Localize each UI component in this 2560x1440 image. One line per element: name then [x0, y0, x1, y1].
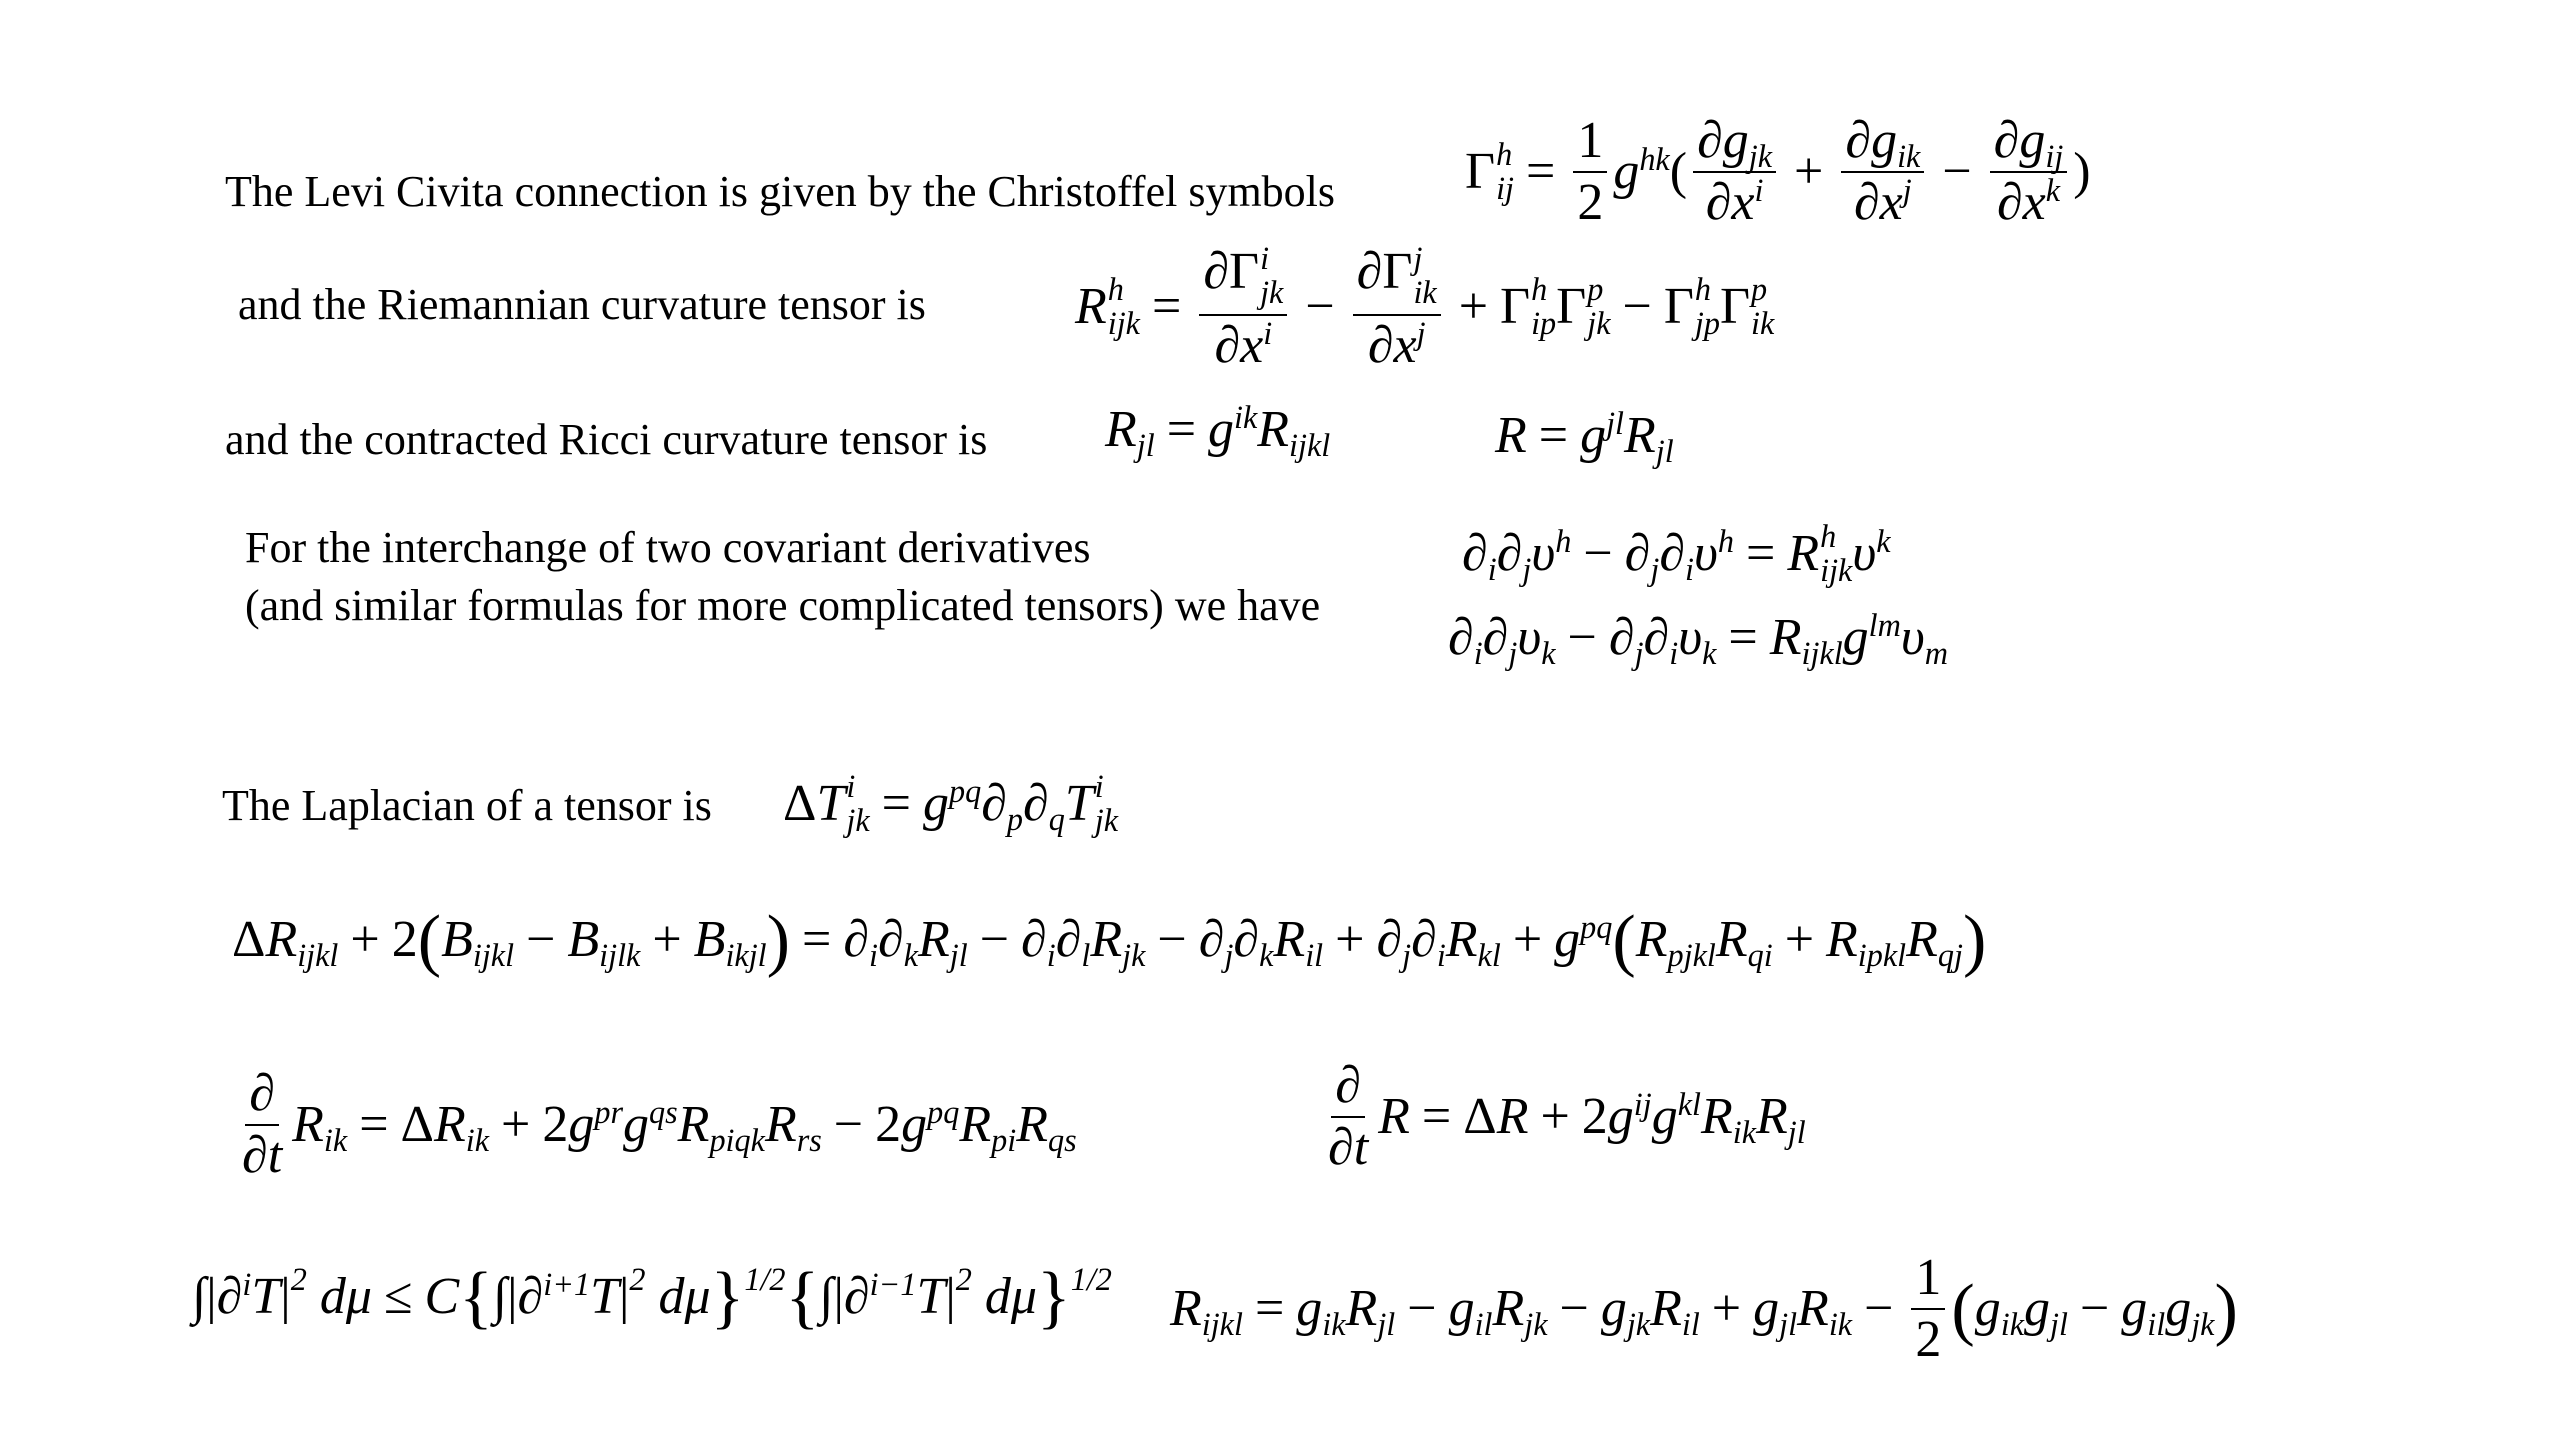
interchange-text-2: (and similar formulas for more complicated tensors) we have — [245, 581, 1321, 630]
interchange-vector-formula: $\partial_i\partial_j\upsilon^h$ − $\partial_j\partial_i\upsilon^h$ = R h ijk $\upsilon^k$ — [1462, 518, 1891, 588]
christoffel-formula: Γ h ij = $\frac{1}{2}$ $g^{hk}$ ( $\frac{\partial g_{jk}}{\partial x^i}$ + $\frac{\partial g_{ik}}{\partial x^j}$ − $\frac{\partial g_{ij}}{\partial x^k}$ ) — [1465, 112, 2091, 231]
ricci-text: and the contracted Ricci curvature tensor is — [225, 415, 988, 464]
riemann-formula: R h ijk = ∂Γ i jk $\partial x^i$ − ∂Γ j ik $\partial x^j$ + Γ h ip Γ p jk − Γ h jp Γ p ik — [1075, 240, 1775, 374]
ricci-formula: $R_{jl}$ = $g^{ik}R_{ijkl}$ — [1105, 399, 1331, 463]
laplacian-formula: Δ T i jk = $g^{pq}\partial_p\partial_qT$ i jk — [783, 768, 1119, 838]
interpolation-inequality: ∫ | ∂$^i$T | $^2$ dμ ≤ C { ∫ | ∂$^{i+1}$T | $^2$ dμ } $^{1/2}$ { ∫ | ∂$^{i-1}$T | $^2$ dμ } $^{1/2}$ — [192, 1258, 1112, 1336]
scalar-curvature-formula: R = $g^{jl}R_{jl}$ — [1495, 405, 1674, 469]
scalar-flow-formula: $\frac{\partial}{\partial t}$ R = Δ R + 2 $g^{ij}g^{kl}R_{ik}R_{jl}$ — [1328, 1057, 1806, 1176]
christoffel-text: The Levi Civita connection is given by the Christoffel symbols — [225, 167, 1336, 216]
curvature-3d-formula: $R_{ijkl}$ = $g_{ik}R_{jl}$ − $g_{il}R_{jk}$ − $g_{jk}R_{il}$ + $g_{jl}R_{ik}$ − $\frac{1}{2}$ ( $g_{ik}g_{jl}$ − $g_{il}g_{jk}$ ) — [1170, 1249, 2238, 1368]
interchange-covector-formula: $\partial_i\partial_j\upsilon_k$ − $\partial_j\partial_i\upsilon_k$ = $R_{ijkl}g^{lm}\upsilon_m$ — [1448, 607, 1949, 671]
riemann-laplacian-formula: Δ $R_{ijkl}$ + 2 ( $B_{ijkl}$ − $B_{ijlk}$ + $B_{ikjl}$ ) = $\partial_i\partial_kR_{jl}$ − $\partial_i\partial_lR_{jk}$ − $\partial_j\partial_kR_{il}$ + $\partial_j\partial_iR_{kl}$ + $g^{pq}$ ( $R_{pjkl}R_{qi}$ + $R_{ipkl}R_{qj}$ ) — [232, 901, 1987, 979]
ricci-flow-formula: $\frac{\partial}{\partial t}$ $R_{ik}$ = Δ $R_{ik}$ + 2 $g^{pr}g^{qs}R_{piqk}R_{rs}$ − 2 $g^{pq}R_{pi}R_{qs}$ — [242, 1065, 1077, 1184]
interchange-text-1: For the interchange of two covariant derivatives — [245, 523, 1091, 572]
riemann-text: and the Riemannian curvature tensor is — [238, 280, 926, 329]
laplacian-text: The Laplacian of a tensor is — [222, 781, 712, 830]
